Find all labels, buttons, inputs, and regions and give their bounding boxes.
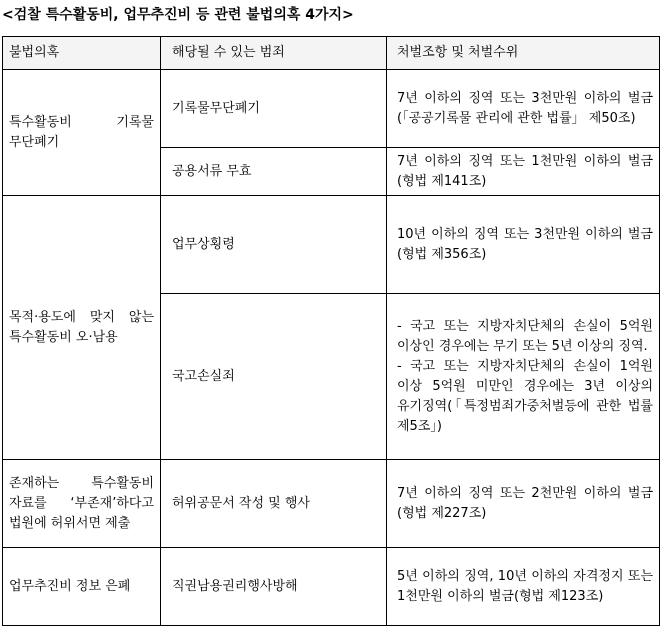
crime-cell: 국고손실죄 xyxy=(161,294,387,460)
allegation-cell: 목적·용도에 맞지 않는 특수활동비 오·남용 xyxy=(3,196,161,460)
penalty-cell: 5년 이하의 징역, 10년 이하의 자격정지 또는 1천만원 이하의 벌금(형법 제123조) xyxy=(387,548,660,626)
penalty-cell: 7년 이하의 징역 또는 3천만원 이하의 벌금(「공공기록물 관리에 관한 법률」 제50조) xyxy=(387,70,660,148)
allegation-cell: 업무추진비 정보 은폐 xyxy=(3,548,161,626)
crime-cell: 허위공문서 작성 및 행사 xyxy=(161,460,387,548)
crime-cell: 직권남용권리행사방해 xyxy=(161,548,387,626)
penalty-line: - 국고 또는 지방자치단체의 손실이 5억원 이상인 경우에는 무기 또는 5년 이상의 징역. xyxy=(397,318,653,354)
crime-cell: 공용서류 무효 xyxy=(161,148,387,196)
header-penalty: 처벌조항 및 처벌수위 xyxy=(387,37,660,70)
penalty-line: - 국고 또는 지방자치단체의 손실이 1억원 이상 5억원 미만인 경우에는 3년 이상의 유기징역(「특정범죄가중처벌등에 관한 법률 제5조」) xyxy=(397,358,653,434)
table-row xyxy=(3,196,660,294)
crime-cell: 업무상횡령 xyxy=(161,196,387,294)
header-allegation: 불법의혹 xyxy=(3,37,161,70)
penalty-cell: 7년 이하의 징역 또는 2천만원 이하의 벌금(형법 제227조) xyxy=(387,460,660,548)
header-crime: 해당될 수 있는 범죄 xyxy=(161,37,387,70)
table-row xyxy=(3,70,660,148)
allegation-cell: 특수활동비 기록물 무단폐기 xyxy=(3,70,161,196)
penalty-cell: 10년 이하의 징역 또는 3천만원 이하의 벌금(형법 제356조) xyxy=(387,196,660,294)
penalty-cell xyxy=(387,294,660,460)
table-row xyxy=(3,548,660,626)
allegations-table xyxy=(2,36,660,626)
table-row xyxy=(3,460,660,548)
table-header-row xyxy=(3,37,660,70)
penalty-cell: 7년 이하의 징역 또는 1천만원 이하의 벌금(형법 제141조) xyxy=(387,148,660,196)
document-title: <검찰 특수활동비, 업무추진비 등 관련 불법의혹 4가지> xyxy=(2,7,354,23)
allegation-cell: 존재하는 특수활동비 자료를 ‘부존재’하다고 법원에 허위서면 제출 xyxy=(3,460,161,548)
crime-cell: 기록물무단폐기 xyxy=(161,70,387,148)
